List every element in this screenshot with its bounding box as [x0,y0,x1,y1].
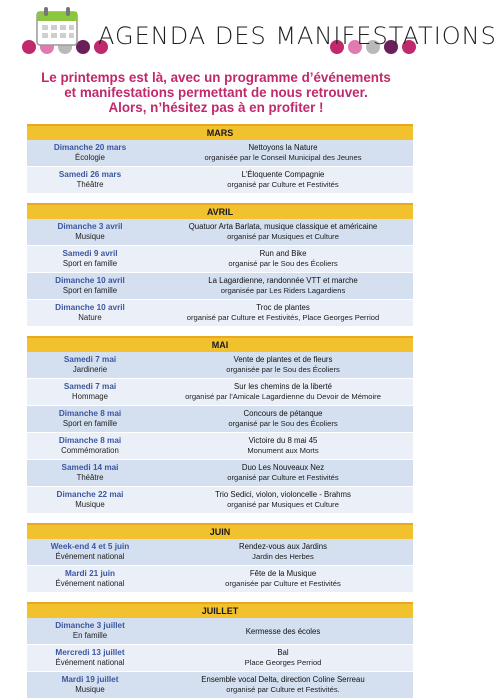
event-info-cell [153,379,413,405]
event-date: Dimanche 22 mai [56,489,124,499]
event-details: Place Georges Perriod [244,658,322,667]
event-row [27,672,413,699]
event-date-cell [27,618,153,644]
event-date: Dimanche 3 juillet [55,620,125,630]
event-details: organisée par le Sou des Écoliers [226,365,340,374]
event-category: Théâtre [76,180,104,189]
event-date: Dimanche 3 avril [57,221,123,231]
event-category: Hommage [72,392,108,401]
event-info-cell [153,140,413,166]
event-details: organisée par le Conseil Municipal des Jeunes [204,153,362,162]
event-details: organisé par Culture et Festivités. [226,685,340,694]
event-row [27,246,413,273]
event-row [27,300,413,327]
event-date-cell [27,300,153,326]
event-date-cell [27,219,153,245]
event-date-cell [27,487,153,513]
month-spacer [27,327,413,336]
event-row [27,406,413,433]
month-header: JUILLET [27,602,413,618]
event-title: Duo Les Nouveaux Nez [241,462,325,472]
event-details: organisé par Musiques et Culture [227,232,339,241]
event-row [27,645,413,672]
event-info-cell [153,645,413,671]
event-category: Événement national [55,552,125,561]
month-header: MARS [27,124,413,140]
event-date: Dimanche 10 avril [55,302,125,312]
event-info-cell [153,352,413,378]
event-details: Monument aux Morts [247,446,319,455]
event-category: Sport en famille [62,419,118,428]
event-date: Dimanche 8 mai [58,435,122,445]
month-spacer [27,194,413,203]
event-date: Dimanche 8 mai [58,408,122,418]
event-date-cell [27,379,153,405]
event-date-cell [27,539,153,565]
event-date-cell [27,406,153,432]
event-title: Kermesse des écoles [245,626,321,636]
event-category: Jardinerie [72,365,108,374]
event-info-cell [153,672,413,698]
event-info-cell [153,566,413,592]
event-category: Musique [75,500,105,509]
event-date: Samedi 7 mai [63,381,117,391]
event-date-cell [27,140,153,166]
event-details: organisée par Culture et Festivités [225,579,341,588]
event-date: Dimanche 20 mars [53,142,127,152]
month-header: MAI [27,336,413,352]
event-row [27,219,413,246]
event-date-cell [27,273,153,299]
event-details: organisé par Culture et Festivités [227,180,339,189]
event-category: En famille [72,631,108,640]
event-date: Samedi 14 mai [61,462,119,472]
event-date-cell [27,352,153,378]
event-title: Vente de plantes et de fleurs [233,354,333,364]
event-title: La Lagardienne, randonnée VTT et marche [208,275,358,285]
event-category: Commémoration [61,446,119,455]
month-header: AVRIL [27,203,413,219]
intro-line: Le printemps est là, avec un programme d’événements [41,70,391,85]
event-info-cell [153,273,413,299]
event-date: Samedi 9 avril [62,248,118,258]
event-row [27,273,413,300]
event-date-cell [27,167,153,193]
event-row [27,352,413,379]
event-info-cell [153,167,413,193]
event-category: Nature [78,313,102,322]
event-date-cell [27,460,153,486]
event-title: Nettoyons la Nature [248,142,318,152]
event-row [27,460,413,487]
event-info-cell [153,406,413,432]
page-header [0,0,497,66]
intro-line: Alors, n’hésitez pas à en profiter ! [108,100,324,115]
event-title: Bal [277,647,289,657]
event-category: Musique [75,232,105,241]
page-title: AGENDA DES MANIFESTATIONS [98,22,497,50]
event-date-cell [27,566,153,592]
event-category: Écologie [75,153,105,162]
month-spacer [27,514,413,523]
event-title: Run and Bike [259,248,307,258]
event-date: Samedi 26 mars [58,169,122,179]
event-title: Concours de pétanque [243,408,323,418]
event-title: L’Éloquente Compagnie [241,169,325,179]
event-details: organisé par Culture et Festivités, Place Georges Perriod [186,313,380,322]
event-date: Week-end 4 et 5 juin [50,541,130,551]
event-row [27,487,413,514]
event-date-cell [27,433,153,459]
event-date: Mercredi 13 juillet [55,647,125,657]
event-row [27,140,413,167]
event-row [27,618,413,645]
event-category: Événement national [55,579,125,588]
event-category: Sport en famille [62,259,118,268]
event-details: Jardin des Herbes [252,552,314,561]
event-details: organisé par l’Amicale Lagardienne du Devoir de Mémoire [185,392,381,401]
event-category: Musique [75,685,105,694]
event-details: organisé par le Sou des Écoliers [228,419,338,428]
event-info-cell [153,618,413,644]
event-date-cell [27,246,153,272]
intro-text [10,70,422,115]
event-info-cell [153,460,413,486]
month-spacer [27,593,413,602]
event-row [27,566,413,593]
event-details: organisé par Culture et Festivités [227,473,339,482]
event-title: Rendez-vous aux Jardins [239,541,327,551]
event-row [27,539,413,566]
event-title: Troc de plantes [256,302,310,312]
event-info-cell [153,219,413,245]
event-category: Théâtre [76,473,104,482]
calendar-icon [34,4,80,48]
event-date: Dimanche 10 avril [55,275,125,285]
event-category: Sport en famille [62,286,118,295]
event-title: Sur les chemins de la liberté [234,381,332,391]
event-info-cell [153,300,413,326]
event-info-cell [153,433,413,459]
event-details: organisé par Musiques et Culture [227,500,339,509]
event-date-cell [27,672,153,698]
event-title: Ensemble vocal Delta, direction Coline Serreau [201,674,365,684]
intro-line: et manifestations permettant de nous retrouver. [64,85,368,100]
event-info-cell [153,246,413,272]
event-date: Samedi 7 mai [63,354,117,364]
event-category: Événement national [55,658,125,667]
event-info-cell [153,487,413,513]
agenda-table [27,124,413,699]
event-title: Fête de la Musique [249,568,317,578]
event-row [27,433,413,460]
event-date: Mardi 19 juillet [61,674,119,684]
event-details: organisée par Les Riders Lagardiens [220,286,346,295]
event-title: Victoire du 8 mai 45 [248,435,318,445]
event-info-cell [153,539,413,565]
month-header: JUIN [27,523,413,539]
event-row [27,379,413,406]
event-title: Trio Sedici, violon, violoncelle - Brahms [215,489,351,499]
event-date-cell [27,645,153,671]
event-row [27,167,413,194]
event-title: Quatuor Arta Barlata, musique classique et américaine [188,221,378,231]
event-date: Mardi 21 juin [64,568,116,578]
event-details: organisé par le Sou des Écoliers [228,259,338,268]
